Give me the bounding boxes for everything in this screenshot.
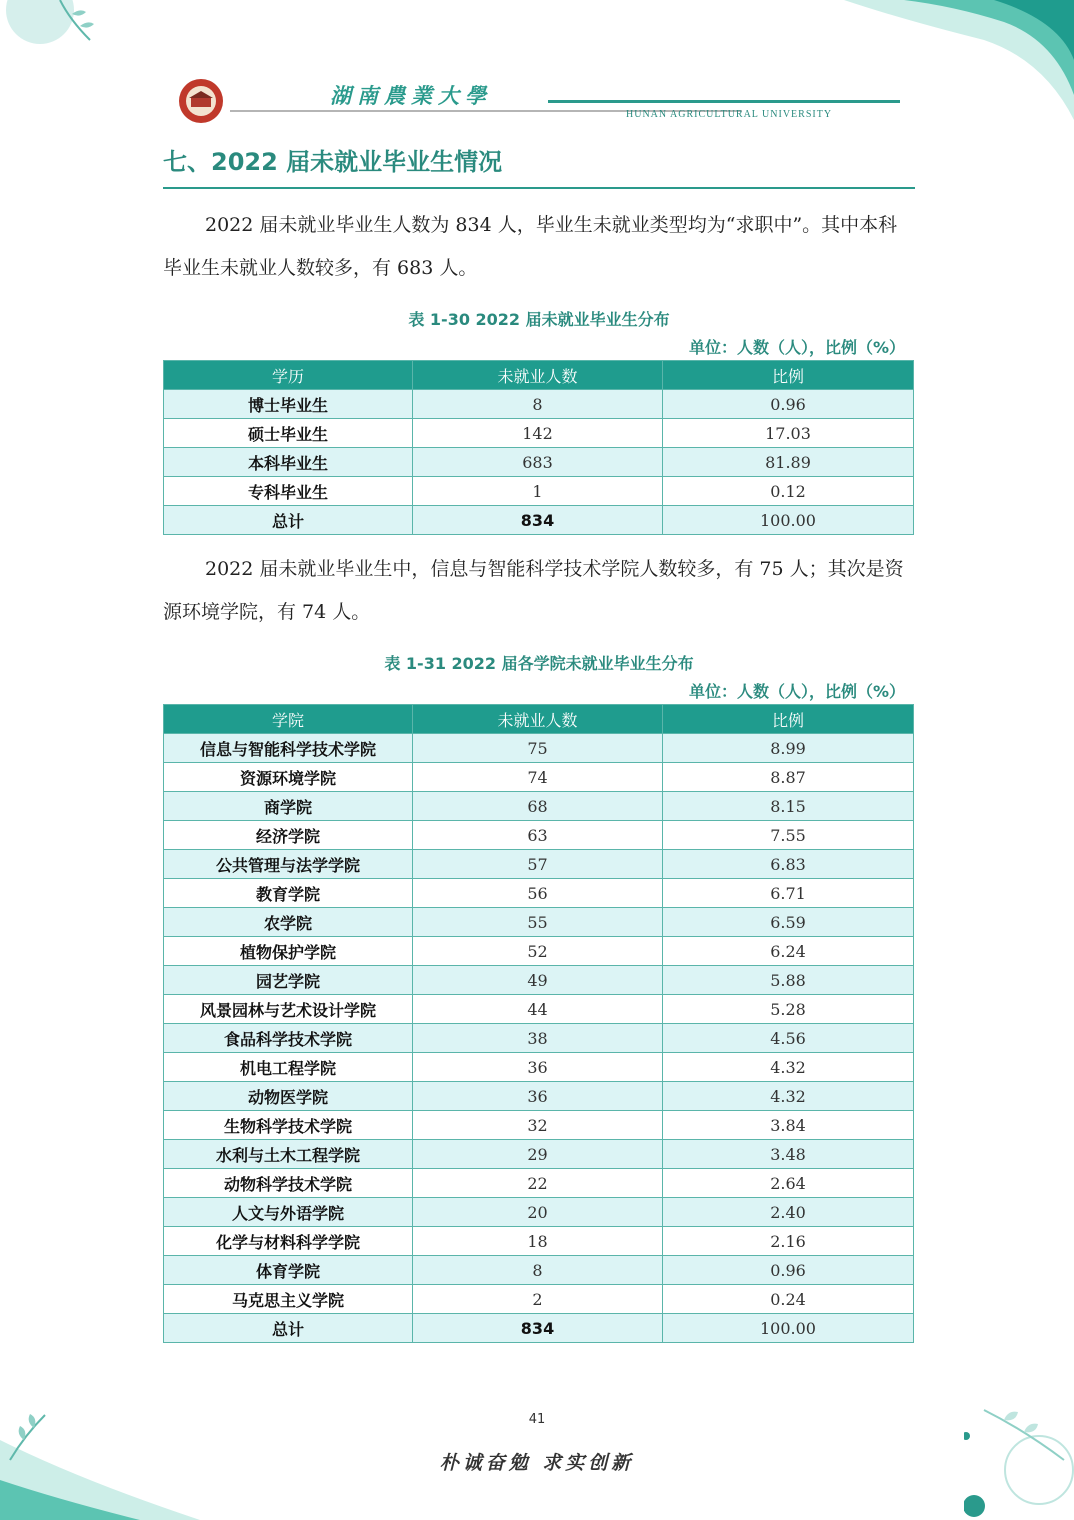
ratio-cell: 2.16 (663, 1227, 914, 1256)
count-cell: 49 (413, 966, 663, 995)
count-cell: 8 (413, 1256, 663, 1285)
row-label: 生物科学技术学院 (164, 1111, 413, 1140)
ratio-cell: 4.32 (663, 1053, 914, 1082)
row-label: 食品科学技术学院 (164, 1024, 413, 1053)
page-number: 41 (528, 1412, 546, 1427)
ratio-cell: 6.71 (663, 879, 914, 908)
count-cell: 32 (413, 1111, 663, 1140)
section-divider (163, 187, 915, 189)
count-cell: 683 (413, 448, 663, 477)
table-unit-note: 单位：人数（人），比例（%） (688, 338, 905, 357)
education-level-table (163, 360, 914, 535)
ratio-cell: 3.48 (663, 1140, 914, 1169)
table-row (164, 850, 914, 879)
ratio-cell: 2.64 (663, 1169, 914, 1198)
row-label: 公共管理与法学学院 (164, 850, 413, 879)
row-label: 经济学院 (164, 821, 413, 850)
table-row (164, 448, 914, 477)
row-label: 教育学院 (164, 879, 413, 908)
row-label: 专科毕业生 (164, 477, 413, 506)
column-header: 学历 (164, 361, 413, 390)
count-cell: 75 (413, 734, 663, 763)
row-label: 机电工程学院 (164, 1053, 413, 1082)
page-header (160, 72, 920, 128)
table-caption: 表 1-30 2022 届未就业毕业生分布 (408, 310, 670, 329)
table-row (164, 1111, 914, 1140)
count-cell: 44 (413, 995, 663, 1024)
count-cell: 142 (413, 419, 663, 448)
table-row (164, 419, 914, 448)
table-unit-note: 单位：人数（人），比例（%） (688, 682, 905, 701)
ratio-cell: 5.88 (663, 966, 914, 995)
corner-leaf-decoration (0, 0, 110, 60)
count-cell: 36 (413, 1053, 663, 1082)
college-table (163, 704, 914, 1343)
footer-motto: 朴诚奋勉 求实创新 (439, 1452, 635, 1474)
ratio-cell: 4.56 (663, 1024, 914, 1053)
count-cell: 74 (413, 763, 663, 792)
ratio-cell: 6.83 (663, 850, 914, 879)
row-label: 水利与土木工程学院 (164, 1140, 413, 1169)
count-cell: 18 (413, 1227, 663, 1256)
table-header-row (164, 705, 914, 734)
ratio-cell: 8.15 (663, 792, 914, 821)
ratio-cell: 4.32 (663, 1082, 914, 1111)
column-header: 未就业人数 (413, 361, 663, 390)
column-header: 比例 (663, 361, 914, 390)
header-accent-line (548, 100, 900, 103)
table-caption: 表 1-31 2022 届各学院未就业毕业生分布 (384, 654, 694, 673)
count-cell: 52 (413, 937, 663, 966)
table-row (164, 1256, 914, 1285)
ratio-cell: 0.96 (663, 390, 914, 419)
section-title: 七、2022 届未就业毕业生情况 (163, 148, 503, 176)
ratio-cell: 81.89 (663, 448, 914, 477)
row-label: 总计 (164, 1314, 413, 1343)
table-row (164, 792, 914, 821)
count-cell: 8 (413, 390, 663, 419)
row-label: 农学院 (164, 908, 413, 937)
table-row (164, 1198, 914, 1227)
table-row (164, 908, 914, 937)
table-row (164, 390, 914, 419)
ratio-cell: 8.87 (663, 763, 914, 792)
row-label: 硕士毕业生 (164, 419, 413, 448)
column-header: 比例 (663, 705, 914, 734)
ratio-cell: 0.96 (663, 1256, 914, 1285)
table-row (164, 1285, 914, 1314)
ratio-cell: 100.00 (663, 506, 914, 535)
column-header: 未就业人数 (413, 705, 663, 734)
table-row (164, 879, 914, 908)
row-label: 动物科学技术学院 (164, 1169, 413, 1198)
count-cell: 55 (413, 908, 663, 937)
paragraph-college-summary: 2022 届未就业毕业生中，信息与智能科学技术学院人数较多，有 75 人；其次是资源环境学院，有 74 人。 (163, 558, 904, 623)
count-cell: 68 (413, 792, 663, 821)
row-label: 人文与外语学院 (164, 1198, 413, 1227)
table-total-row (164, 1314, 914, 1343)
table-row (164, 477, 914, 506)
ratio-cell: 2.40 (663, 1198, 914, 1227)
row-label: 植物保护学院 (164, 937, 413, 966)
row-label: 商学院 (164, 792, 413, 821)
row-label: 信息与智能科学技术学院 (164, 734, 413, 763)
ratio-cell: 8.99 (663, 734, 914, 763)
ratio-cell: 0.24 (663, 1285, 914, 1314)
table-row (164, 763, 914, 792)
count-cell: 29 (413, 1140, 663, 1169)
table-row (164, 734, 914, 763)
table-row (164, 1082, 914, 1111)
column-header: 学院 (164, 705, 413, 734)
ratio-cell: 0.12 (663, 477, 914, 506)
count-cell: 22 (413, 1169, 663, 1198)
count-cell: 834 (413, 1314, 663, 1343)
row-label: 本科毕业生 (164, 448, 413, 477)
count-cell: 38 (413, 1024, 663, 1053)
ratio-cell: 5.28 (663, 995, 914, 1024)
count-cell: 57 (413, 850, 663, 879)
table-row (164, 995, 914, 1024)
table-header-row (164, 361, 914, 390)
table-row (164, 1053, 914, 1082)
count-cell: 834 (413, 506, 663, 535)
table-row (164, 1227, 914, 1256)
row-label: 园艺学院 (164, 966, 413, 995)
row-label: 化学与材料科学学院 (164, 1227, 413, 1256)
row-label: 动物医学院 (164, 1082, 413, 1111)
count-cell: 63 (413, 821, 663, 850)
row-label: 博士毕业生 (164, 390, 413, 419)
ratio-cell: 100.00 (663, 1314, 914, 1343)
row-label: 风景园林与艺术设计学院 (164, 995, 413, 1024)
count-cell: 2 (413, 1285, 663, 1314)
row-label: 马克思主义学院 (164, 1285, 413, 1314)
university-logo-icon (178, 78, 224, 124)
table-row (164, 937, 914, 966)
table-row (164, 1140, 914, 1169)
count-cell: 1 (413, 477, 663, 506)
ratio-cell: 6.59 (663, 908, 914, 937)
row-label: 资源环境学院 (164, 763, 413, 792)
row-label: 体育学院 (164, 1256, 413, 1285)
table-total-row (164, 506, 914, 535)
ratio-cell: 7.55 (663, 821, 914, 850)
ratio-cell: 6.24 (663, 937, 914, 966)
row-label: 总计 (164, 506, 413, 535)
paragraph-summary: 2022 届未就业毕业生人数为 834 人，毕业生未就业类型均为“求职中”。其中本科毕业生未就业人数较多，有 683 人。 (163, 214, 898, 279)
table-row (164, 966, 914, 995)
table-row (164, 821, 914, 850)
university-name-cn: 湖南農業大學 (330, 83, 492, 108)
ratio-cell: 3.84 (663, 1111, 914, 1140)
count-cell: 20 (413, 1198, 663, 1227)
count-cell: 56 (413, 879, 663, 908)
university-name-en: HUNAN AGRICULTURAL UNIVERSITY (626, 109, 833, 120)
table-row (164, 1024, 914, 1053)
count-cell: 36 (413, 1082, 663, 1111)
ratio-cell: 17.03 (663, 419, 914, 448)
table-row (164, 1169, 914, 1198)
